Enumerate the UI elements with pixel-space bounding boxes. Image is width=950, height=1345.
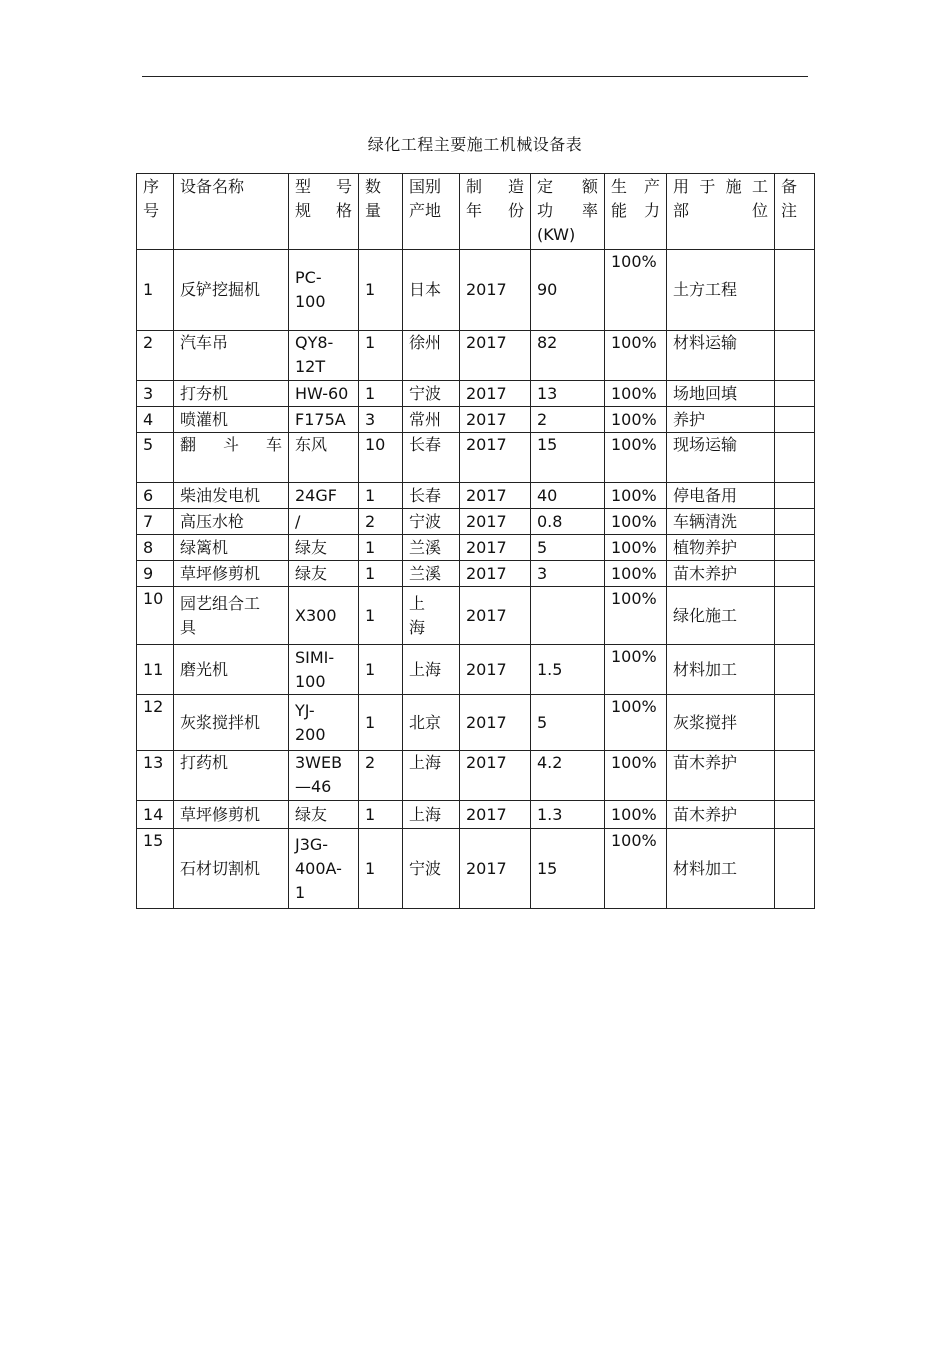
- cell-power: 2: [531, 407, 605, 433]
- cell-note: [775, 331, 815, 381]
- table-row: [137, 250, 815, 331]
- cell-year: 2017: [460, 331, 531, 381]
- cell-capacity: 100%: [605, 381, 667, 407]
- cell-note: [775, 751, 815, 801]
- cell-origin: 徐州: [403, 331, 460, 381]
- cell-no: 12: [137, 695, 174, 751]
- cell-power: [531, 587, 605, 645]
- table-row: [137, 561, 815, 587]
- cell-no: 4: [137, 407, 174, 433]
- cell-no: 11: [137, 645, 174, 695]
- cell-power: 5: [531, 535, 605, 561]
- cell-note: [775, 645, 815, 695]
- cell-note: [775, 250, 815, 331]
- cell-model: X300: [289, 587, 359, 645]
- cell-qty: 10: [359, 433, 403, 483]
- table-body: [137, 250, 815, 909]
- cell-origin: 上 海: [403, 587, 460, 645]
- cell-year: 2017: [460, 695, 531, 751]
- header-qty: 数 量: [359, 174, 403, 250]
- cell-year: 2017: [460, 535, 531, 561]
- table-row: [137, 801, 815, 829]
- header-note: 备 注: [775, 174, 815, 250]
- cell-name: 草坪修剪机: [174, 561, 289, 587]
- cell-year: 2017: [460, 801, 531, 829]
- cell-name: 打夯机: [174, 381, 289, 407]
- cell-model: SIMI- 100: [289, 645, 359, 695]
- header-model: 型 号 规格: [289, 174, 359, 250]
- cell-model: PC- 100: [289, 250, 359, 331]
- cell-power: 40: [531, 483, 605, 509]
- cell-year: 2017: [460, 645, 531, 695]
- cell-qty: 1: [359, 829, 403, 909]
- table-row: [137, 751, 815, 801]
- cell-qty: 1: [359, 695, 403, 751]
- cell-capacity: 100%: [605, 250, 667, 331]
- cell-use: 苗木养护: [667, 561, 775, 587]
- cell-origin: 上海: [403, 645, 460, 695]
- cell-capacity: 100%: [605, 587, 667, 645]
- cell-capacity: 100%: [605, 645, 667, 695]
- cell-name: 翻 斗 车: [174, 433, 289, 483]
- cell-use: 场地回填: [667, 381, 775, 407]
- cell-no: 14: [137, 801, 174, 829]
- cell-capacity: 100%: [605, 801, 667, 829]
- cell-model: 3WEB —46: [289, 751, 359, 801]
- cell-no: 5: [137, 433, 174, 483]
- cell-power: 82: [531, 331, 605, 381]
- cell-year: 2017: [460, 751, 531, 801]
- cell-capacity: 100%: [605, 535, 667, 561]
- cell-use: 材料加工: [667, 645, 775, 695]
- header-capacity: 生 产 能力: [605, 174, 667, 250]
- cell-model: 绿友: [289, 535, 359, 561]
- cell-use: 苗木养护: [667, 801, 775, 829]
- header-power: 定 额 功 率 (KW): [531, 174, 605, 250]
- cell-year: 2017: [460, 561, 531, 587]
- table-row: [137, 829, 815, 909]
- cell-model: 绿友: [289, 801, 359, 829]
- cell-use: 养护: [667, 407, 775, 433]
- cell-capacity: 100%: [605, 561, 667, 587]
- cell-model: 绿友: [289, 561, 359, 587]
- cell-capacity: 100%: [605, 695, 667, 751]
- header-origin: 国别 产地: [403, 174, 460, 250]
- cell-power: 15: [531, 829, 605, 909]
- table-row: [137, 695, 815, 751]
- cell-qty: 1: [359, 331, 403, 381]
- cell-year: 2017: [460, 483, 531, 509]
- cell-qty: 3: [359, 407, 403, 433]
- cell-name: 汽车吊: [174, 331, 289, 381]
- cell-power: 15: [531, 433, 605, 483]
- cell-note: [775, 483, 815, 509]
- cell-name: 磨光机: [174, 645, 289, 695]
- cell-power: 13: [531, 381, 605, 407]
- cell-power: 1.5: [531, 645, 605, 695]
- cell-name: 打药机: [174, 751, 289, 801]
- cell-use: 灰浆搅拌: [667, 695, 775, 751]
- cell-name: 喷灌机: [174, 407, 289, 433]
- cell-model: 东风: [289, 433, 359, 483]
- table-row: [137, 509, 815, 535]
- table-row: [137, 535, 815, 561]
- cell-name: 草坪修剪机: [174, 801, 289, 829]
- cell-origin: 兰溪: [403, 535, 460, 561]
- cell-note: [775, 407, 815, 433]
- cell-use: 土方工程: [667, 250, 775, 331]
- cell-use: 材料运输: [667, 331, 775, 381]
- cell-qty: 1: [359, 483, 403, 509]
- table-row: [137, 587, 815, 645]
- cell-name: 反铲挖掘机: [174, 250, 289, 331]
- cell-no: 2: [137, 331, 174, 381]
- cell-use: 绿化施工: [667, 587, 775, 645]
- cell-no: 13: [137, 751, 174, 801]
- table-row: [137, 331, 815, 381]
- header-no: 序 号: [137, 174, 174, 250]
- document-title: 绿化工程主要施工机械设备表: [367, 135, 583, 154]
- cell-year: 2017: [460, 381, 531, 407]
- equipment-table: [136, 173, 815, 909]
- cell-year: 2017: [460, 587, 531, 645]
- header-use: 用 于 施 工 部位: [667, 174, 775, 250]
- cell-capacity: 100%: [605, 407, 667, 433]
- cell-origin: 长春: [403, 433, 460, 483]
- cell-capacity: 100%: [605, 483, 667, 509]
- cell-model: F175A: [289, 407, 359, 433]
- cell-name: 园艺组合工 具: [174, 587, 289, 645]
- cell-note: [775, 829, 815, 909]
- cell-qty: 1: [359, 561, 403, 587]
- cell-model: QY8- 12T: [289, 331, 359, 381]
- cell-note: [775, 801, 815, 829]
- cell-model: J3G- 400A- 1: [289, 829, 359, 909]
- table-header-row: [137, 174, 815, 250]
- cell-qty: 2: [359, 509, 403, 535]
- cell-origin: 长春: [403, 483, 460, 509]
- cell-model: YJ- 200: [289, 695, 359, 751]
- cell-origin: 北京: [403, 695, 460, 751]
- cell-note: [775, 535, 815, 561]
- cell-qty: 1: [359, 535, 403, 561]
- cell-capacity: 100%: [605, 509, 667, 535]
- cell-qty: 1: [359, 645, 403, 695]
- cell-name: 柴油发电机: [174, 483, 289, 509]
- cell-note: [775, 695, 815, 751]
- cell-qty: 1: [359, 587, 403, 645]
- cell-note: [775, 561, 815, 587]
- cell-note: [775, 433, 815, 483]
- header-name: 设备名称: [174, 174, 289, 250]
- cell-use: 植物养护: [667, 535, 775, 561]
- cell-name: 石材切割机: [174, 829, 289, 909]
- cell-model: /: [289, 509, 359, 535]
- cell-capacity: 100%: [605, 751, 667, 801]
- cell-no: 1: [137, 250, 174, 331]
- cell-qty: 1: [359, 801, 403, 829]
- cell-year: 2017: [460, 407, 531, 433]
- table-row: [137, 433, 815, 483]
- cell-origin: 上海: [403, 801, 460, 829]
- cell-name: 高压水枪: [174, 509, 289, 535]
- cell-year: 2017: [460, 509, 531, 535]
- cell-capacity: 100%: [605, 331, 667, 381]
- cell-year: 2017: [460, 250, 531, 331]
- cell-capacity: 100%: [605, 433, 667, 483]
- cell-qty: 1: [359, 381, 403, 407]
- table-row: [137, 407, 815, 433]
- cell-power: 4.2: [531, 751, 605, 801]
- cell-model: 24GF: [289, 483, 359, 509]
- cell-name: 绿篱机: [174, 535, 289, 561]
- cell-model: HW-60: [289, 381, 359, 407]
- header-year: 制 造 年份: [460, 174, 531, 250]
- cell-origin: 宁波: [403, 381, 460, 407]
- table-row: [137, 645, 815, 695]
- cell-no: 6: [137, 483, 174, 509]
- cell-note: [775, 509, 815, 535]
- cell-power: 0.8: [531, 509, 605, 535]
- cell-name: 灰浆搅拌机: [174, 695, 289, 751]
- cell-power: 5: [531, 695, 605, 751]
- cell-origin: 常州: [403, 407, 460, 433]
- cell-capacity: 100%: [605, 829, 667, 909]
- cell-use: 苗木养护: [667, 751, 775, 801]
- cell-no: 8: [137, 535, 174, 561]
- cell-no: 9: [137, 561, 174, 587]
- cell-origin: 宁波: [403, 829, 460, 909]
- cell-origin: 兰溪: [403, 561, 460, 587]
- cell-note: [775, 381, 815, 407]
- cell-power: 90: [531, 250, 605, 331]
- cell-use: 现场运输: [667, 433, 775, 483]
- cell-no: 7: [137, 509, 174, 535]
- cell-no: 15: [137, 829, 174, 909]
- cell-year: 2017: [460, 433, 531, 483]
- header-rule: [142, 76, 808, 77]
- cell-origin: 日本: [403, 250, 460, 331]
- cell-no: 3: [137, 381, 174, 407]
- cell-use: 车辆清洗: [667, 509, 775, 535]
- cell-power: 1.3: [531, 801, 605, 829]
- cell-use: 停电备用: [667, 483, 775, 509]
- cell-origin: 宁波: [403, 509, 460, 535]
- cell-year: 2017: [460, 829, 531, 909]
- cell-qty: 1: [359, 250, 403, 331]
- cell-note: [775, 587, 815, 645]
- cell-power: 3: [531, 561, 605, 587]
- table-row: [137, 381, 815, 407]
- cell-qty: 2: [359, 751, 403, 801]
- table-row: [137, 483, 815, 509]
- cell-use: 材料加工: [667, 829, 775, 909]
- cell-no: 10: [137, 587, 174, 645]
- cell-origin: 上海: [403, 751, 460, 801]
